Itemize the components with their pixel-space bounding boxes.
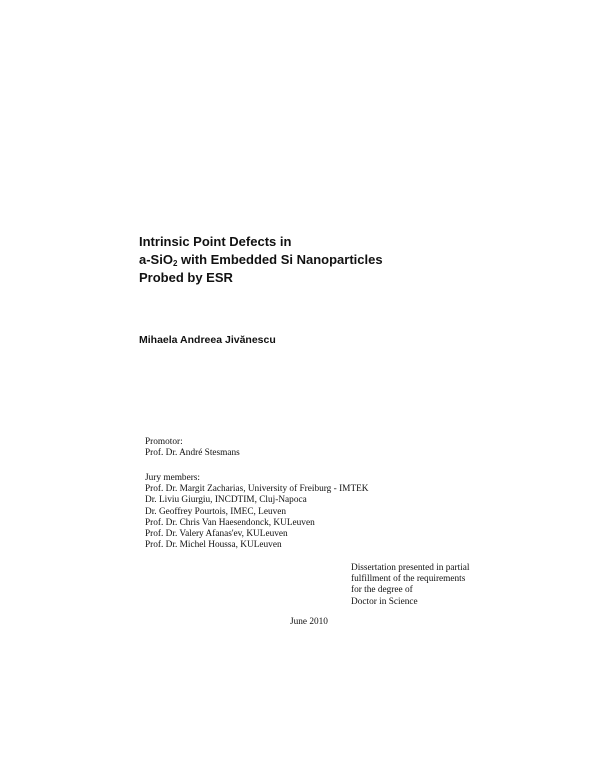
title-line-2 — [139, 251, 383, 269]
title-line-3: Probed by ESR — [139, 270, 233, 285]
dissertation-title — [139, 233, 383, 287]
jury-member: Dr. Liviu Giurgiu, INCDTIM, Cluj-Napoca — [145, 495, 307, 506]
jury-member: Dr. Geoffrey Pourtois, IMEC, Leuven — [145, 506, 287, 517]
jury-member: Prof. Dr. Michel Houssa, KULeuven — [145, 540, 282, 551]
promotor-section — [145, 437, 240, 459]
jury-label: Jury members: — [145, 473, 200, 483]
promotor-name: Prof. Dr. André Stesmans — [145, 448, 240, 459]
promotor-label: Promotor: — [145, 437, 183, 447]
dissertation-line: Dissertation presented in partial — [351, 563, 470, 573]
jury-member: Prof. Dr. Valery Afanas'ev, KULeuven — [145, 529, 288, 540]
jury-member: Prof. Dr. Chris Van Haesendonck, KULeuven — [145, 517, 315, 528]
submission-date: June 2010 — [290, 617, 328, 627]
jury-member: Prof. Dr. Margit Zacharias, University of Freiburg - IMTEK — [145, 484, 369, 495]
title-line-2-rest: with Embedded Si Nanoparticles — [177, 252, 383, 267]
dissertation-line: for the degree of — [351, 585, 413, 596]
jury-section — [145, 473, 369, 551]
author-name: Mihaela Andreea Jivănescu — [139, 334, 276, 346]
dissertation-line: fulfillment of the requirements — [351, 574, 466, 585]
title-line-1: Intrinsic Point Defects in — [139, 234, 292, 249]
dissertation-line: Doctor in Science — [351, 596, 418, 607]
title-formula-subscript: 2 — [172, 259, 178, 268]
title-formula: a-SiO — [139, 252, 173, 267]
dissertation-statement — [351, 563, 470, 608]
